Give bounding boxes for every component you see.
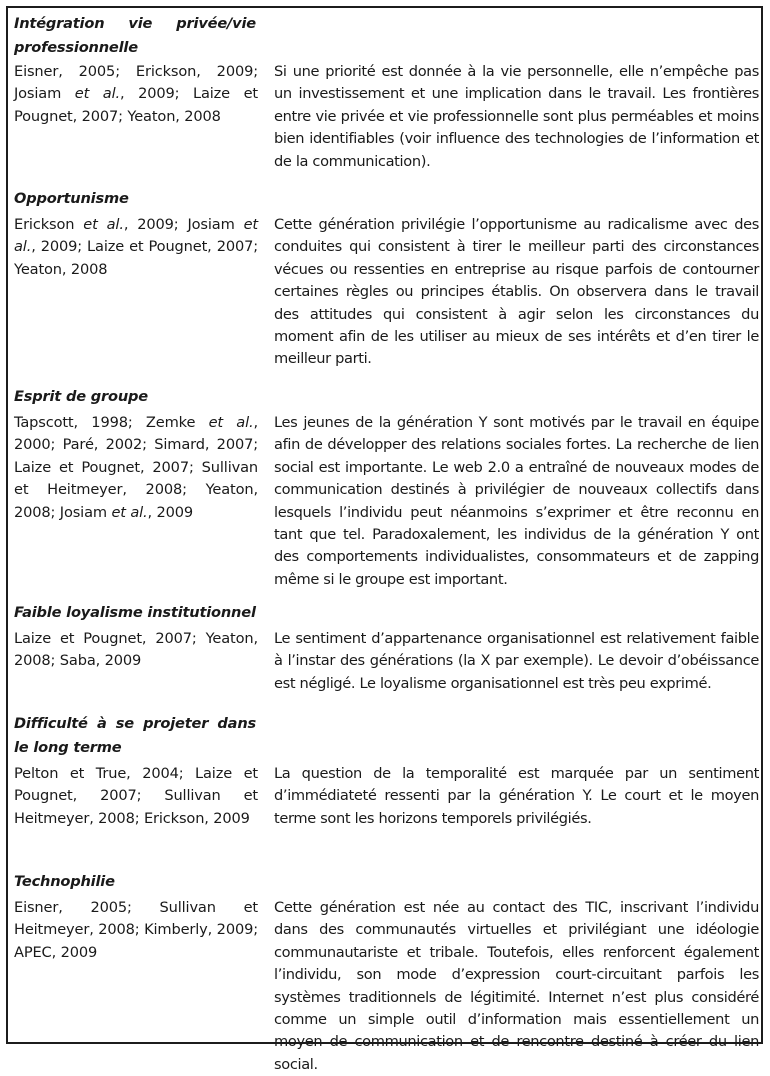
row-references: Tapscott, 1998; Zemke et al., 2000; Paré, 2002; Simard, 2007; Laize et Pougnet, 2007; Sullivan et Heitmeyer, 2008; Yeaton, 2008; Josiam et al., 2009 <box>14 414 258 521</box>
row-heading: Opportunisme <box>14 190 129 207</box>
row-references: Laize et Pougnet, 2007; Yeaton, 2008; Saba, 2009 <box>14 630 258 670</box>
table-frame <box>6 6 763 1073</box>
row-description: Le sentiment d’appartenance organisationnel est relativement faible à l’instar des générations (la X par exemple). Le devoir d’obéissance est négligé. Le loyalisme organisationnel est très peu exprimé. <box>274 630 759 692</box>
row-heading: Esprit de groupe <box>14 388 148 405</box>
row-description: Les jeunes de la génération Y sont motivés par le travail en équipe afin de développer des relations sociales fortes. La recherche de lien social est importante. Le web 2.0 a entraîné de nouveaux modes de communication destinés à privilégier de nouveaux collectifs dans lesquels l’individu peut néanmoins s’exprimer et être reconnu en tant que tel. Paradoxalement, les individus de la génération Y ont des comportements individualistes, consommateurs et de zapping même si le groupe est important. <box>274 414 759 588</box>
row-heading: Intégration vie privée/vie professionnelle <box>14 15 256 56</box>
row-description: Si une priorité est donnée à la vie personnelle, elle n’empêche pas un investissement et une implication dans le travail. Les frontières entre vie privée et vie professionnelle sont plus perméables et moins bien identifiables (voir influence des technologies de l’information et de la communication). <box>274 63 759 170</box>
row-description: Cette génération est née au contact des TIC, inscrivant l’individu dans des communautés virtuelles et privilégiant une idéologie communautariste et tribale. Toutefois, elles renforcent également l’individu, son mode d’expression court-circuitant parfois les systèmes traditionnels de légitimité. Internet n’est plus considéré comme un simple outil d’information mais essentiellement un moyen de communication et de rencontre destiné à créer du lien social. <box>274 899 759 1073</box>
row-references: Erickson et al., 2009; Josiam et al., 2009; Laize et Pougnet, 2007; Yeaton, 2008 <box>14 216 258 278</box>
row-description: La question de la temporalité est marquée par un sentiment d’immédiateté ressenti par la génération Y. Le court et le moyen terme sont les horizons temporels privilégiés. <box>274 765 759 827</box>
row-heading: Difficulté à se projeter dans le long terme <box>14 715 256 756</box>
row-description: Cette génération privilégie l’opportunisme au radicalisme avec des conduites qui consistent à tirer le meilleur parti des circonstances vécues ou ressenties en entreprise au risque parfois de contourner certaines règles ou principes établis. On observera dans le travail des attitudes qui consistent à agir selon les circonstances du moment afin de les utiliser au mieux de ses intérêts et d’en tirer le meilleur parti. <box>274 216 759 368</box>
row-references: Pelton et True, 2004; Laize et Pougnet, 2007; Sullivan et Heitmeyer, 2008; Erickson, 2009 <box>14 765 258 827</box>
row-references: Eisner, 2005; Erickson, 2009; Josiam et al., 2009; Laize et Pougnet, 2007; Yeaton, 2008 <box>14 63 259 125</box>
row-heading: Technophilie <box>14 873 115 890</box>
row-heading: Faible loyalisme institutionnel <box>14 604 256 621</box>
row-references: Eisner, 2005; Sullivan et Heitmeyer, 2008; Kimberly, 2009; APEC, 2009 <box>14 899 258 961</box>
